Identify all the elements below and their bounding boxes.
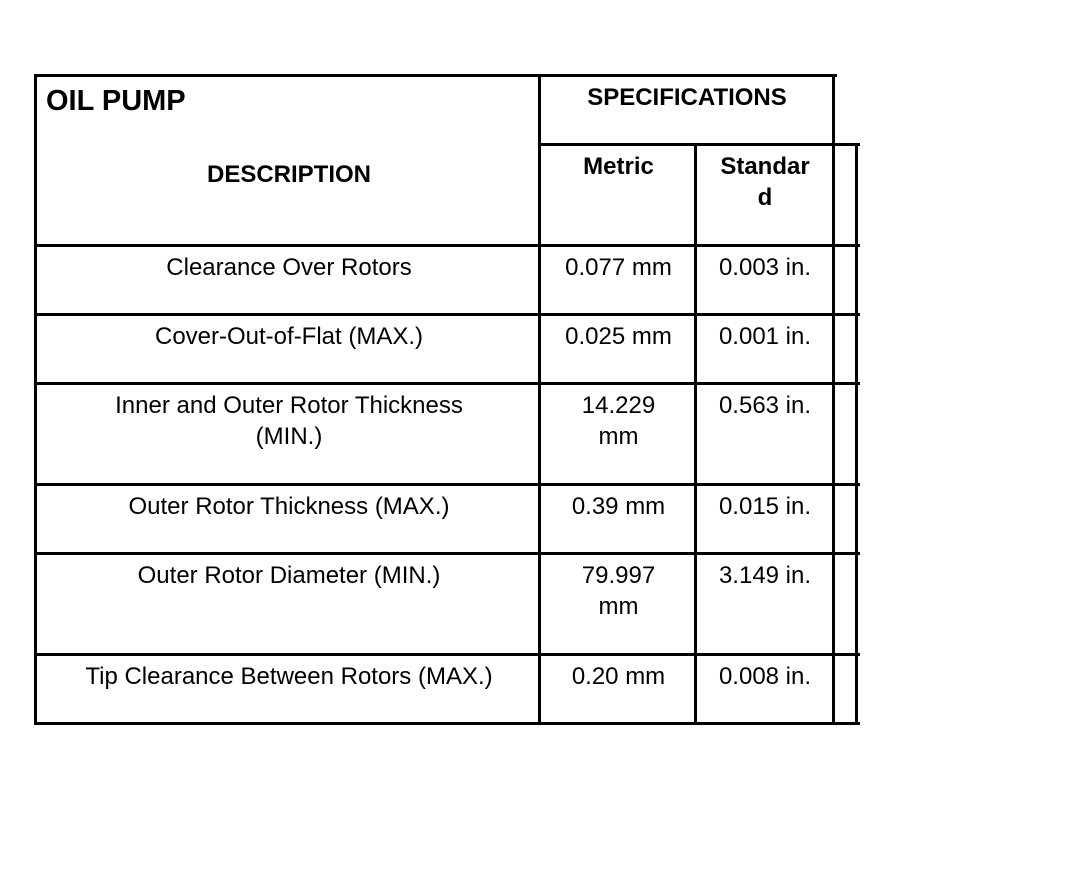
metric-line: 0.077 mm xyxy=(565,254,672,281)
header-bottom-rule xyxy=(34,244,860,247)
row-divider xyxy=(34,552,860,555)
metric-line: 0.39 mm xyxy=(571,493,666,520)
description-line: Outer Rotor Thickness (MAX.) xyxy=(128,493,450,520)
table-row-standard: 0.001 in. xyxy=(718,323,812,350)
description-line: Cover-Out-of-Flat (MAX.) xyxy=(154,323,424,350)
specifications-divider xyxy=(539,143,860,146)
table-row-description xyxy=(39,252,539,283)
table-row-metric xyxy=(543,560,694,622)
table-row-description xyxy=(39,491,539,522)
table-border-bottom xyxy=(34,722,860,725)
row-divider xyxy=(34,313,860,316)
specifications-right-border xyxy=(832,74,835,725)
table-row-standard: 0.008 in. xyxy=(718,663,812,690)
table-border-right xyxy=(855,143,858,725)
standard-header-line: d xyxy=(757,184,773,211)
table-row-standard: 0.003 in. xyxy=(718,254,812,281)
table-row-standard: 0.015 in. xyxy=(718,493,812,520)
table-row-metric xyxy=(543,661,694,692)
row-divider xyxy=(34,483,860,486)
description-line: Outer Rotor Diameter (MIN.) xyxy=(137,562,441,589)
row-divider xyxy=(34,653,860,656)
table-row-standard: 3.149 in. xyxy=(718,562,812,589)
table-border-top xyxy=(34,74,837,77)
table-row-description xyxy=(39,661,539,692)
metric-line: 0.025 mm xyxy=(565,323,672,350)
table-row-standard: 0.563 in. xyxy=(718,392,812,419)
metric-line: mm xyxy=(598,423,639,450)
table-row-description xyxy=(39,560,539,591)
metric-line: 14.229 xyxy=(581,392,656,419)
description-line: Tip Clearance Between Rotors (MAX.) xyxy=(85,663,493,690)
table-row-description xyxy=(39,390,539,452)
standard-header xyxy=(698,151,832,213)
metric-header: Metric xyxy=(583,153,654,180)
metric-line: 79.997 xyxy=(581,562,656,589)
description-line: (MIN.) xyxy=(255,423,323,450)
description-header: DESCRIPTION xyxy=(206,161,371,188)
specifications-header: SPECIFICATIONS xyxy=(587,84,787,111)
standard-header-line: Standar xyxy=(720,153,810,180)
metric-line: mm xyxy=(598,593,639,620)
table-row-metric xyxy=(543,321,694,352)
description-line: Clearance Over Rotors xyxy=(166,254,412,281)
table-title: OIL PUMP xyxy=(46,85,186,117)
metric-line: 0.20 mm xyxy=(571,663,666,690)
table-row-metric xyxy=(543,252,694,283)
table-row-metric xyxy=(543,491,694,522)
table-row-description xyxy=(39,321,539,352)
table-row-metric xyxy=(543,390,694,452)
metric-column-divider xyxy=(694,143,697,725)
table-border-left xyxy=(34,74,37,725)
row-divider xyxy=(34,382,860,385)
description-line: Inner and Outer Rotor Thickness xyxy=(115,392,463,419)
